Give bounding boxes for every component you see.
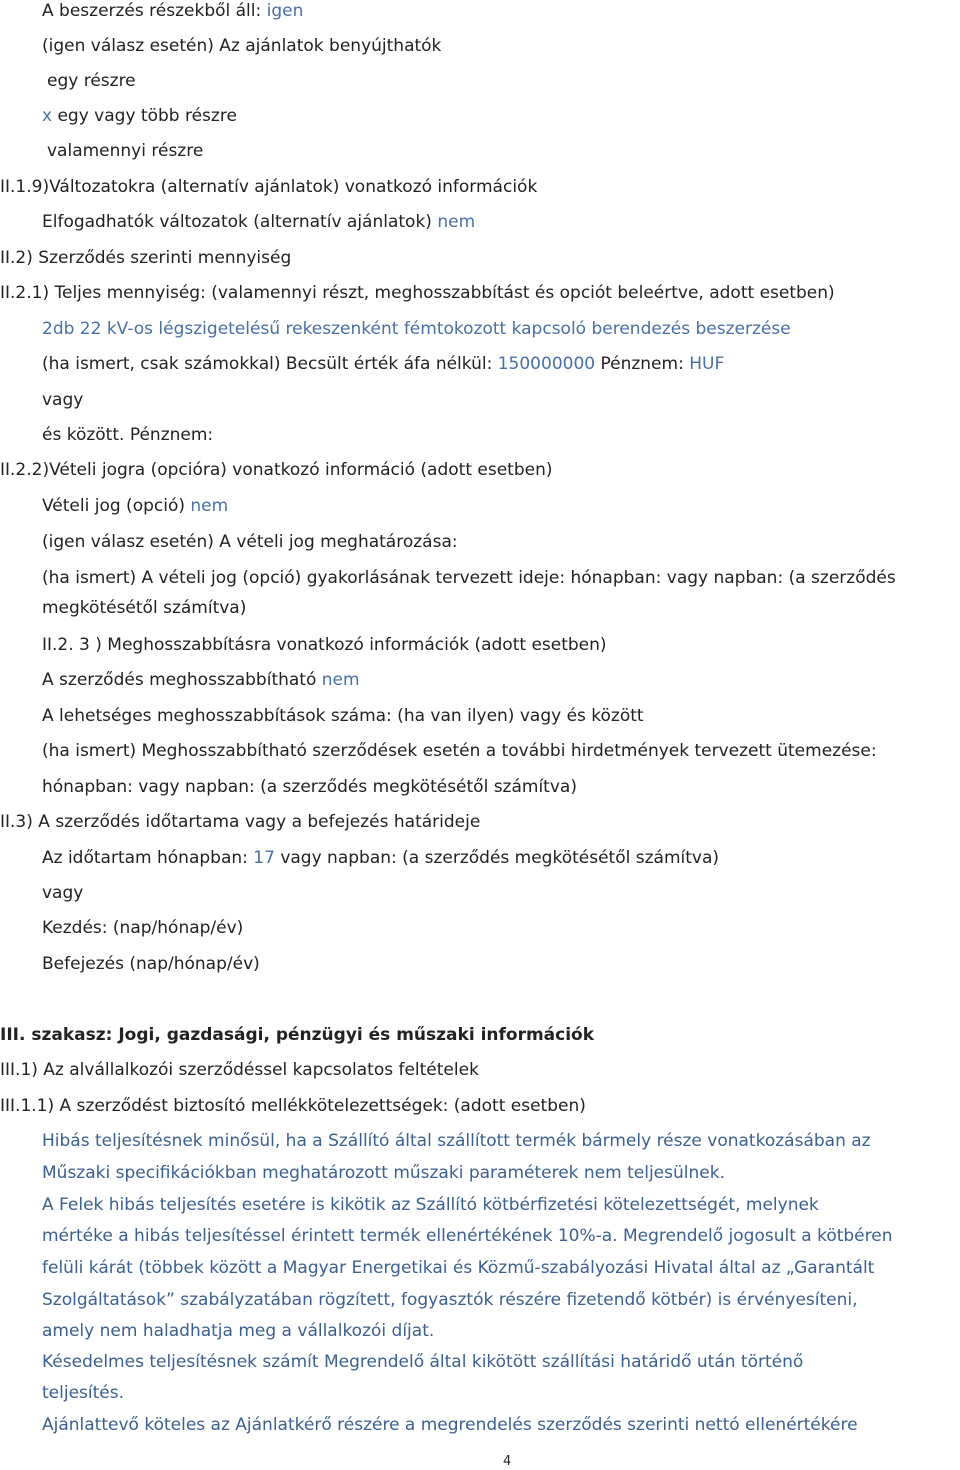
guarantee-text-line-5: felüli kárát (többek között a Magyar Energetikai és Közmű-szabályozási Hivatal által az „Garantált (42, 1258, 875, 1278)
end-date-line: Befejezés (nap/hónap/év) (42, 954, 260, 974)
delay-text-line-2: teljesítés. (42, 1383, 124, 1403)
section-heading-ii-1-9: II.1.9)Változatokra (alternatív ajánlatok) vonatkozó információk (0, 177, 538, 197)
guarantee-text-line-1: Hibás teljesítésnek minősül, ha a Szállító által szállított termék bármely része vonatkozásában az (42, 1131, 871, 1151)
section-heading-ii-2-1: II.2.1) Teljes mennyiség: (valamennyi részt, meghosszabbítást és opciót beleértve, adott esetben) (0, 283, 835, 303)
option-all-parts: valamennyi részre (47, 141, 204, 161)
start-date-line: Kezdés: (nap/hónap/év) (42, 918, 244, 938)
duration-line (42, 847, 719, 869)
section-heading-ii-3: II.3) A szerződés időtartama vagy a befejezés határideje (0, 812, 481, 832)
option-timing-line: (ha ismert) A vételi jog (opció) gyakorlásának tervezett ideje: hónapban: vagy napban: (a szerződés (42, 568, 896, 588)
submission-line: (igen válasz esetén) Az ajánlatok benyújthatók (42, 36, 442, 56)
or-line: vagy (42, 390, 84, 410)
guarantee-text-line-6: Szolgáltatások” szabályzatában rögzített, fogyasztók részére fizetendő kötbér) is érvényesíteni, (42, 1290, 858, 1310)
variants-label: Elfogadhatók változatok (alternatív ajánlatok) (42, 212, 432, 232)
variants-value: nem (437, 212, 476, 232)
quantity-description: 2db 22 kV-os légszigetelésű rekeszenként fémtokozott kapcsoló berendezés beszerzése (42, 319, 791, 339)
range-line: és között. Pénznem: (42, 425, 214, 445)
duration-suffix: vagy napban: (a szerződés megkötésétől számítva) (280, 848, 720, 868)
currency-label: Pénznem: (600, 354, 684, 374)
duration-value: 17 (253, 848, 275, 868)
extension-value: nem (321, 670, 360, 690)
section-heading-ii-2-2: II.2.2)Vételi jogra (opcióra) vonatkozó információ (adott esetben) (0, 460, 553, 480)
parts-label: A beszerzés részekből áll: (42, 1, 262, 21)
option-right-label: Vételi jog (opció) (42, 496, 185, 516)
option-right-value: nem (190, 496, 229, 516)
extension-schedule-cont: hónapban: vagy napban: (a szerződés megkötésétől számítva) (42, 777, 577, 797)
option-more-parts (42, 105, 237, 127)
delay-text-line-1: Késedelmes teljesítésnek számít Megrendelő által kikötött szállítási határidő után történő (42, 1352, 804, 1372)
estimated-value-label: (ha ismert, csak számokkal) Becsült érték áfa nélkül: (42, 354, 493, 374)
guarantee-text-line-4: mértéke a hibás teljesítéssel érintett termék ellenértékének 10%-a. Megrendelő jogosult a kötbéren (42, 1226, 893, 1246)
section-heading-ii-2: II.2) Szerződés szerinti mennyiség (0, 248, 292, 268)
option-definition-line: (igen válasz esetén) A vételi jog meghatározása: (42, 532, 458, 552)
parts-value: igen (266, 1, 304, 21)
extension-schedule-line: (ha ismert) Meghosszabbítható szerződések esetén a további hirdetmények tervezett ütemezése: (42, 741, 877, 761)
section-iii-title: III. szakasz: Jogi, gazdasági, pénzügyi és műszaki információk (0, 1025, 595, 1045)
selected-mark: x (42, 106, 53, 126)
currency-value: HUF (689, 354, 725, 374)
section-heading-iii-1-1: III.1.1) A szerződést biztosító mellékkötelezettségek: (adott esetben) (0, 1096, 586, 1116)
option-timing-cont: megkötésétől számítva) (42, 598, 247, 618)
bidder-obligation-line: Ajánlattevő köteles az Ajánlatkérő részére a megrendelés szerződés szerinti nettó ellenértékére (42, 1415, 858, 1435)
or-line-2: vagy (42, 883, 84, 903)
section-heading-iii-1: III.1) Az alvállalkozói szerződéssel kapcsolatos feltételek (0, 1060, 479, 1080)
option-one-part: egy részre (47, 71, 136, 91)
guarantee-text-line-3: A Felek hibás teljesítés esetére is kikötik az Szállító kötbérfizetési kötelezettségét, melynek (42, 1195, 819, 1215)
variants-line (42, 211, 475, 233)
duration-label: Az időtartam hónapban: (42, 848, 248, 868)
section-heading-ii-2-3: II.2. 3 ) Meghosszabbításra vonatkozó információk (adott esetben) (42, 635, 607, 655)
page-number: 4 (503, 1454, 512, 1469)
extension-count-line: A lehetséges meghosszabbítások száma: (ha van ilyen) vagy és között (42, 706, 644, 726)
option-right-line (42, 495, 228, 517)
estimated-value: 150000000 (497, 354, 596, 374)
parts-line (42, 0, 303, 22)
estimated-value-line (42, 353, 724, 375)
guarantee-text-line-7: amely nem haladhatja meg a vállalkozói díjat. (42, 1321, 435, 1341)
extension-label: A szerződés meghosszabbítható (42, 670, 317, 690)
extension-line (42, 669, 360, 691)
guarantee-text-line-2: Műszaki specifikációkban meghatározott műszaki paraméterek nem teljesülnek. (42, 1163, 725, 1183)
option-more-parts-label: egy vagy több részre (57, 106, 237, 126)
